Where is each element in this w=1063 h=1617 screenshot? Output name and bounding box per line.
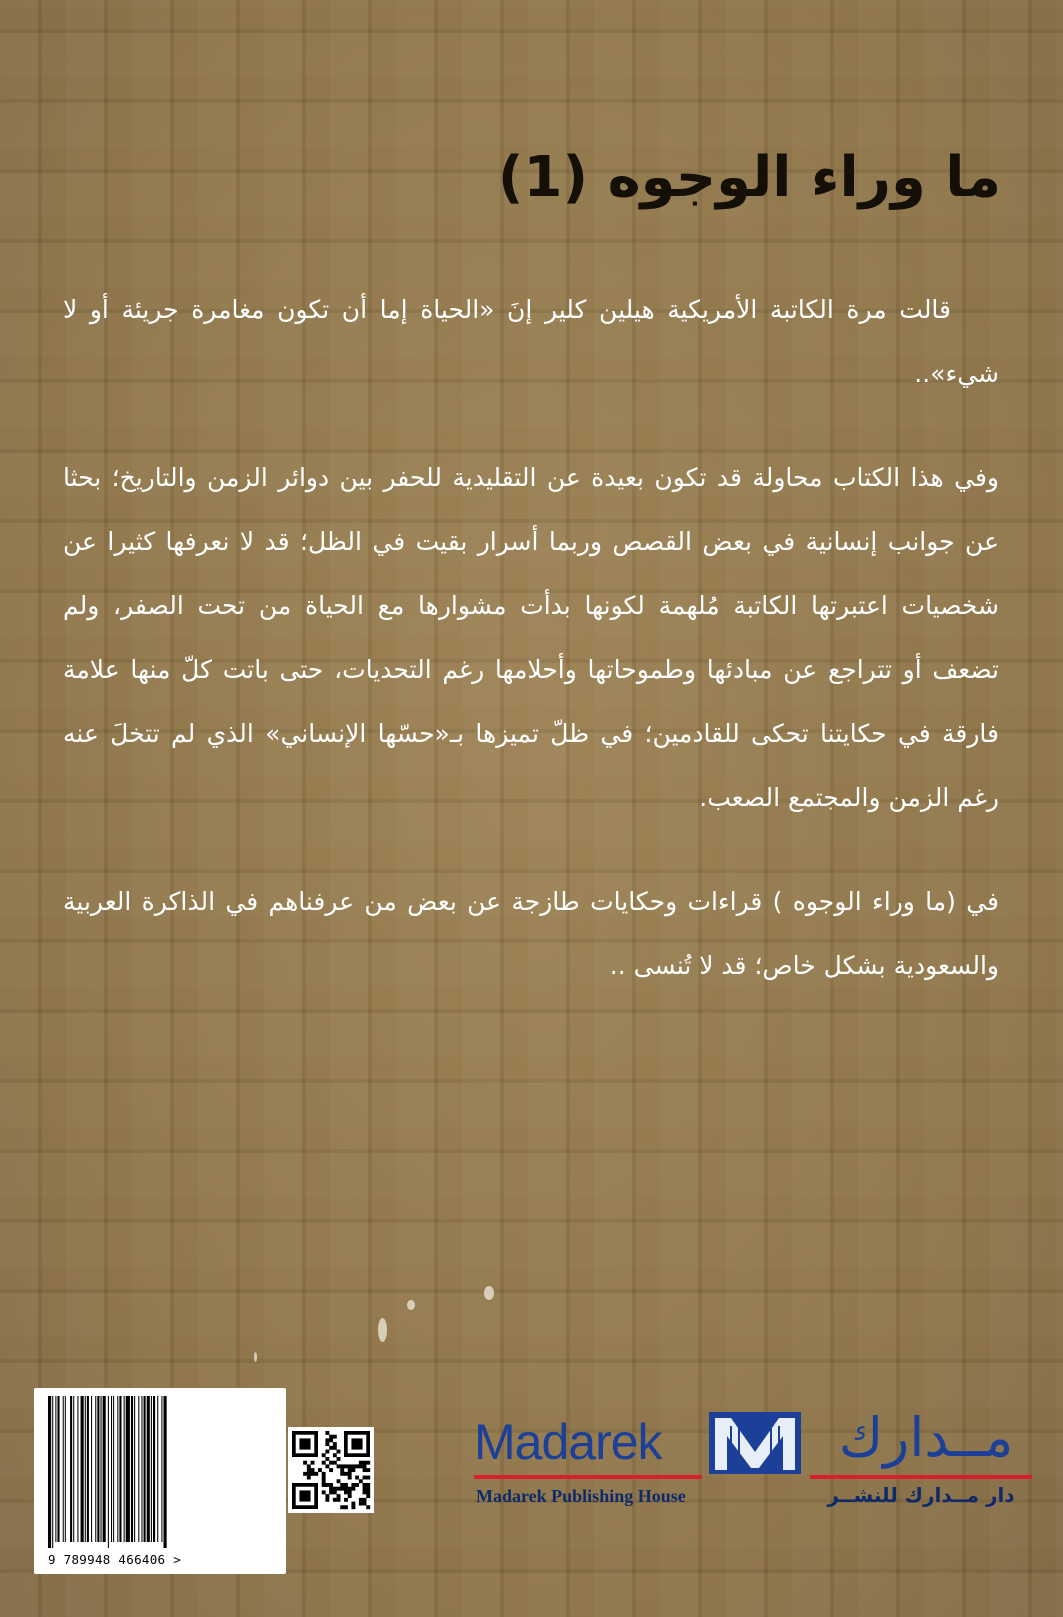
qr-module bbox=[318, 1468, 322, 1472]
qr-module bbox=[351, 1505, 355, 1509]
qr-module bbox=[348, 1468, 352, 1472]
qr-module bbox=[322, 1483, 326, 1487]
barcode-bar bbox=[113, 1396, 114, 1542]
barcode-bar bbox=[101, 1396, 102, 1542]
qr-finder-square bbox=[351, 1438, 362, 1449]
paper-scuff-mark bbox=[378, 1318, 387, 1342]
qr-module bbox=[366, 1505, 370, 1509]
qr-module bbox=[303, 1461, 307, 1465]
barcode-bar bbox=[97, 1396, 99, 1542]
back-cover-blurb bbox=[63, 278, 999, 1038]
barcode-bar bbox=[48, 1396, 51, 1548]
qr-module bbox=[359, 1479, 363, 1483]
qr-module bbox=[366, 1461, 370, 1465]
qr-module bbox=[363, 1490, 367, 1494]
qr-module bbox=[344, 1472, 348, 1476]
qr-module bbox=[307, 1476, 311, 1480]
qr-module bbox=[329, 1490, 333, 1494]
qr-module bbox=[344, 1464, 348, 1468]
qr-module bbox=[337, 1494, 341, 1498]
barcode-bar bbox=[117, 1396, 118, 1542]
qr-module bbox=[366, 1494, 370, 1498]
publisher-rule-en bbox=[474, 1475, 702, 1479]
barcode-bar bbox=[91, 1396, 92, 1542]
qr-module bbox=[337, 1464, 341, 1468]
qr-module bbox=[366, 1490, 370, 1494]
qr-module bbox=[325, 1494, 329, 1498]
barcode-bar bbox=[70, 1396, 72, 1542]
qr-module bbox=[344, 1483, 348, 1487]
barcode-bar bbox=[157, 1396, 158, 1542]
blurb-paragraph-description: وفي هذا الكتاب محاولة قد تكون بعيدة عن التقليدية للحفر بين دوائر الزمن والتاريخ؛ بحثا عن جوانب إنسانية في بعض القصص وربما أسرار بقيت في الظل؛ قد لا نعرفها كثيرا عن شخصيات اعتبرتها الكاتبة مُلهمة لكونها بدأت مشوارها مع الحياة من تحت الصفر، ولم تضعف أو تتراجع عن مبادئها وطموحاتها وأحلامها رغم التحديات، حتى باتت كلّ منها علامة فارقة في حكايتنا تحكى للقادمين؛ في ظلّ تميزها بـ«حسّها الإنساني» الذي لم تتخلَ عنه رغم الزمن والمجتمع الصعب. bbox=[63, 463, 999, 812]
qr-finder-square bbox=[299, 1438, 310, 1449]
qr-module bbox=[329, 1446, 333, 1450]
qr-code-icon bbox=[288, 1427, 374, 1513]
qr-module bbox=[366, 1476, 370, 1480]
publisher-name-ar: مــدارك bbox=[838, 1406, 1014, 1469]
isbn-barcode bbox=[34, 1388, 286, 1574]
barcode-bar bbox=[108, 1396, 109, 1548]
qr-module bbox=[322, 1476, 326, 1480]
qr-module bbox=[340, 1487, 344, 1491]
qr-module bbox=[359, 1461, 363, 1465]
barcode-bar bbox=[119, 1396, 121, 1542]
qr-module bbox=[325, 1457, 329, 1461]
barcode-bar bbox=[85, 1396, 86, 1542]
qr-module bbox=[329, 1483, 333, 1487]
paper-scuff-mark bbox=[407, 1300, 415, 1310]
qr-module bbox=[329, 1461, 333, 1465]
qr-module bbox=[351, 1502, 355, 1506]
qr-module bbox=[322, 1472, 326, 1476]
qr-module bbox=[333, 1453, 337, 1457]
qr-module bbox=[322, 1479, 326, 1483]
qr-module bbox=[329, 1468, 333, 1472]
qr-module bbox=[363, 1487, 367, 1491]
qr-module bbox=[348, 1494, 352, 1498]
qr-module bbox=[340, 1464, 344, 1468]
qr-module bbox=[363, 1483, 367, 1487]
qr-module bbox=[314, 1472, 318, 1476]
qr-module bbox=[359, 1502, 363, 1506]
qr-module bbox=[340, 1472, 344, 1476]
qr-module bbox=[311, 1461, 315, 1465]
qr-module bbox=[363, 1464, 367, 1468]
qr-module bbox=[359, 1498, 363, 1502]
qr-module bbox=[348, 1490, 352, 1494]
qr-module bbox=[325, 1483, 329, 1487]
paper-scuff-mark bbox=[254, 1352, 257, 1362]
barcode-bar bbox=[103, 1396, 106, 1542]
qr-module bbox=[344, 1490, 348, 1494]
blurb-paragraph-quote: قالت مرة الكاتبة الأمريكية هيلين كلير إنَ «الحياة إما أن تكون مغامرة جريئة أو لا شيء».. bbox=[63, 295, 999, 388]
qr-module bbox=[325, 1442, 329, 1446]
qr-module bbox=[322, 1490, 326, 1494]
qr-module bbox=[363, 1476, 367, 1480]
barcode-bar bbox=[95, 1396, 96, 1542]
publishing-house-en: Madarek Publishing House bbox=[476, 1486, 686, 1506]
qr-module bbox=[344, 1487, 348, 1491]
barcode-bar bbox=[81, 1396, 84, 1542]
barcode-bars bbox=[48, 1396, 274, 1548]
qr-module bbox=[329, 1435, 333, 1439]
barcode-bar bbox=[161, 1396, 162, 1542]
qr-module bbox=[333, 1435, 337, 1439]
qr-module bbox=[340, 1468, 344, 1472]
isbn-number: 9 789948 466406 > bbox=[48, 1552, 182, 1567]
qr-module bbox=[348, 1472, 352, 1476]
qr-module bbox=[307, 1468, 311, 1472]
qr-module bbox=[355, 1476, 359, 1480]
qr-module bbox=[366, 1487, 370, 1491]
madarek-m-book-logo bbox=[707, 1408, 803, 1478]
qr-module bbox=[311, 1472, 315, 1476]
blurb-paragraph-closing: في (ما وراء الوجوه ) قراءات وحكايات طازجة عن بعض من عرفناهم في الذاكرة العربية والسعودية بشكل خاص؛ قد لا تُنسى .. bbox=[63, 887, 999, 980]
barcode-bar bbox=[141, 1396, 142, 1542]
qr-module bbox=[329, 1438, 333, 1442]
qr-module bbox=[351, 1468, 355, 1472]
barcode-bar bbox=[164, 1396, 167, 1548]
qr-module bbox=[340, 1505, 344, 1509]
qr-module bbox=[322, 1453, 326, 1457]
barcode-bar bbox=[63, 1396, 64, 1542]
publishing-house-ar: دار مــدارك للنشــر bbox=[827, 1483, 1015, 1507]
qr-module bbox=[363, 1502, 367, 1506]
qr-module bbox=[325, 1464, 329, 1468]
qr-module bbox=[340, 1483, 344, 1487]
barcode-bar bbox=[73, 1396, 74, 1542]
qr-module bbox=[333, 1487, 337, 1491]
qr-module bbox=[307, 1472, 311, 1476]
paper-scuff-mark bbox=[484, 1286, 494, 1300]
barcode-bar bbox=[144, 1396, 146, 1542]
qr-module bbox=[348, 1487, 352, 1491]
qr-module bbox=[351, 1487, 355, 1491]
qr-module bbox=[337, 1450, 341, 1454]
qr-module bbox=[322, 1461, 326, 1465]
barcode-bar bbox=[55, 1396, 56, 1542]
qr-module bbox=[351, 1464, 355, 1468]
book-title: ما وراء الوجوه (1) bbox=[497, 145, 1001, 210]
qr-module bbox=[333, 1446, 337, 1450]
barcode-bar bbox=[153, 1396, 155, 1542]
qr-code-modules bbox=[288, 1427, 374, 1513]
barcode-bar bbox=[57, 1396, 59, 1542]
qr-module bbox=[355, 1483, 359, 1487]
barcode-bar bbox=[124, 1396, 125, 1542]
qr-module bbox=[325, 1438, 329, 1442]
barcode-bar bbox=[126, 1396, 130, 1542]
qr-module bbox=[363, 1468, 367, 1472]
barcode-bar bbox=[77, 1396, 78, 1542]
qr-module bbox=[348, 1464, 352, 1468]
barcode-bar bbox=[134, 1396, 135, 1542]
qr-module bbox=[337, 1498, 341, 1502]
qr-module bbox=[337, 1457, 341, 1461]
barcode-bar bbox=[151, 1396, 152, 1542]
qr-module bbox=[333, 1498, 337, 1502]
qr-module bbox=[307, 1464, 311, 1468]
qr-module bbox=[363, 1461, 367, 1465]
qr-module bbox=[333, 1490, 337, 1494]
qr-module bbox=[344, 1505, 348, 1509]
barcode-bar bbox=[138, 1396, 139, 1542]
qr-module bbox=[351, 1483, 355, 1487]
qr-module bbox=[337, 1479, 341, 1483]
qr-module bbox=[348, 1476, 352, 1480]
qr-module bbox=[359, 1464, 363, 1468]
barcode-bar bbox=[147, 1396, 150, 1542]
qr-module bbox=[329, 1487, 333, 1491]
qr-module bbox=[333, 1461, 337, 1465]
qr-module bbox=[325, 1450, 329, 1454]
qr-module bbox=[355, 1464, 359, 1468]
qr-module bbox=[337, 1487, 341, 1491]
barcode-bar bbox=[65, 1396, 66, 1542]
qr-module bbox=[366, 1468, 370, 1472]
qr-module bbox=[325, 1431, 329, 1435]
barcode-bar bbox=[111, 1396, 112, 1542]
barcode-bar bbox=[131, 1396, 133, 1542]
qr-module bbox=[325, 1498, 329, 1502]
qr-module bbox=[333, 1442, 337, 1446]
qr-module bbox=[363, 1498, 367, 1502]
qr-module bbox=[366, 1483, 370, 1487]
qr-module bbox=[303, 1472, 307, 1476]
qr-module bbox=[344, 1498, 348, 1502]
barcode-bar bbox=[52, 1396, 53, 1548]
barcode-bar bbox=[87, 1396, 89, 1542]
qr-finder-square bbox=[299, 1490, 310, 1501]
publisher-name-en: Madarek bbox=[474, 1414, 662, 1470]
qr-module bbox=[311, 1468, 315, 1472]
